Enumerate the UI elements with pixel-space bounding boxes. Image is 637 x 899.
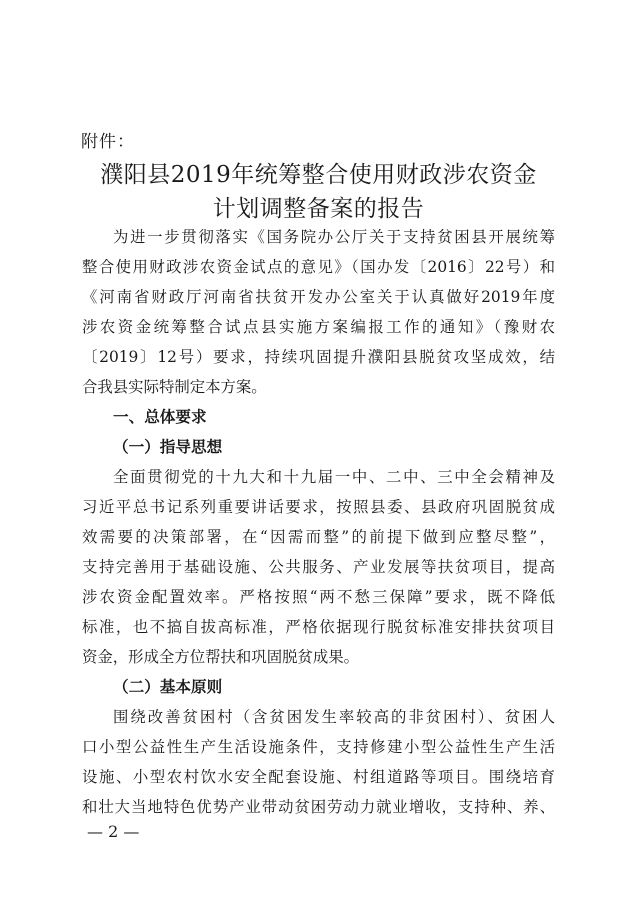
intro-line: 整合使用财政涉农资金试点的意见》（国办发〔2016〕22号）和 bbox=[82, 258, 555, 276]
page-number: — 2 — bbox=[87, 822, 140, 841]
principles-line: 设施、小型农村饮水安全配套设施、村组道路等项目。围绕培育 bbox=[82, 768, 555, 786]
guiding-line: 资金，形成全方位帮扶和巩固脱贫成果。 bbox=[82, 648, 360, 666]
subsection-heading: （一）指导思想 bbox=[113, 438, 223, 456]
guiding-line: 标准，也不搞自拔高标准，严格依据现行脱贫标准安排扶贫项目 bbox=[82, 618, 555, 636]
intro-line: 为进一步贯彻落实《国务院办公厅关于支持贫困县开展统筹 bbox=[113, 228, 555, 246]
guiding-line: 支持完善用于基础设施、公共服务、产业发展等扶贫项目，提高 bbox=[82, 558, 555, 576]
guiding-line: 习近平总书记系列重要讲话要求，按照县委、县政府巩固脱贫成 bbox=[82, 498, 555, 516]
document-title-line-2: 计划调整备案的报告 bbox=[212, 196, 425, 222]
intro-line: 合我县实际特制定本方案。 bbox=[82, 378, 267, 396]
section-heading: 一、总体要求 bbox=[113, 408, 207, 426]
guiding-line: 涉农资金配置效率。严格按照“两不愁三保障”要求，既不降低 bbox=[82, 588, 555, 606]
principles-line: 围绕改善贫困村（含贫困发生率较高的非贫困村）、贫困人 bbox=[113, 708, 555, 726]
intro-line: 〔2019〕12号）要求，持续巩固提升濮阳县脱贫攻坚成效，结 bbox=[82, 348, 555, 366]
attachment-label: 附件： bbox=[81, 132, 135, 152]
intro-line: 《河南省财政厅河南省扶贫开发办公室关于认真做好2019年度 bbox=[82, 288, 555, 306]
guiding-line: 全面贯彻党的十九大和十九届一中、二中、三中全会精神及 bbox=[113, 468, 555, 486]
principles-line: 口小型公益性生产生活设施条件，支持修建小型公益性生产生活 bbox=[82, 738, 555, 756]
subsection-heading: （二）基本原则 bbox=[113, 678, 223, 696]
document-title-line-1: 濮阳县2019年统筹整合使用财政涉农资金 bbox=[100, 162, 537, 188]
principles-line: 和壮大当地特色优势产业带动贫困劳动力就业增收，支持种、养、 bbox=[82, 798, 555, 816]
guiding-line: 效需要的决策部署，在“因需而整”的前提下做到应整尽整”， bbox=[82, 528, 555, 546]
intro-line: 涉农资金统筹整合试点县实施方案编报工作的通知》（豫财农 bbox=[82, 318, 555, 336]
